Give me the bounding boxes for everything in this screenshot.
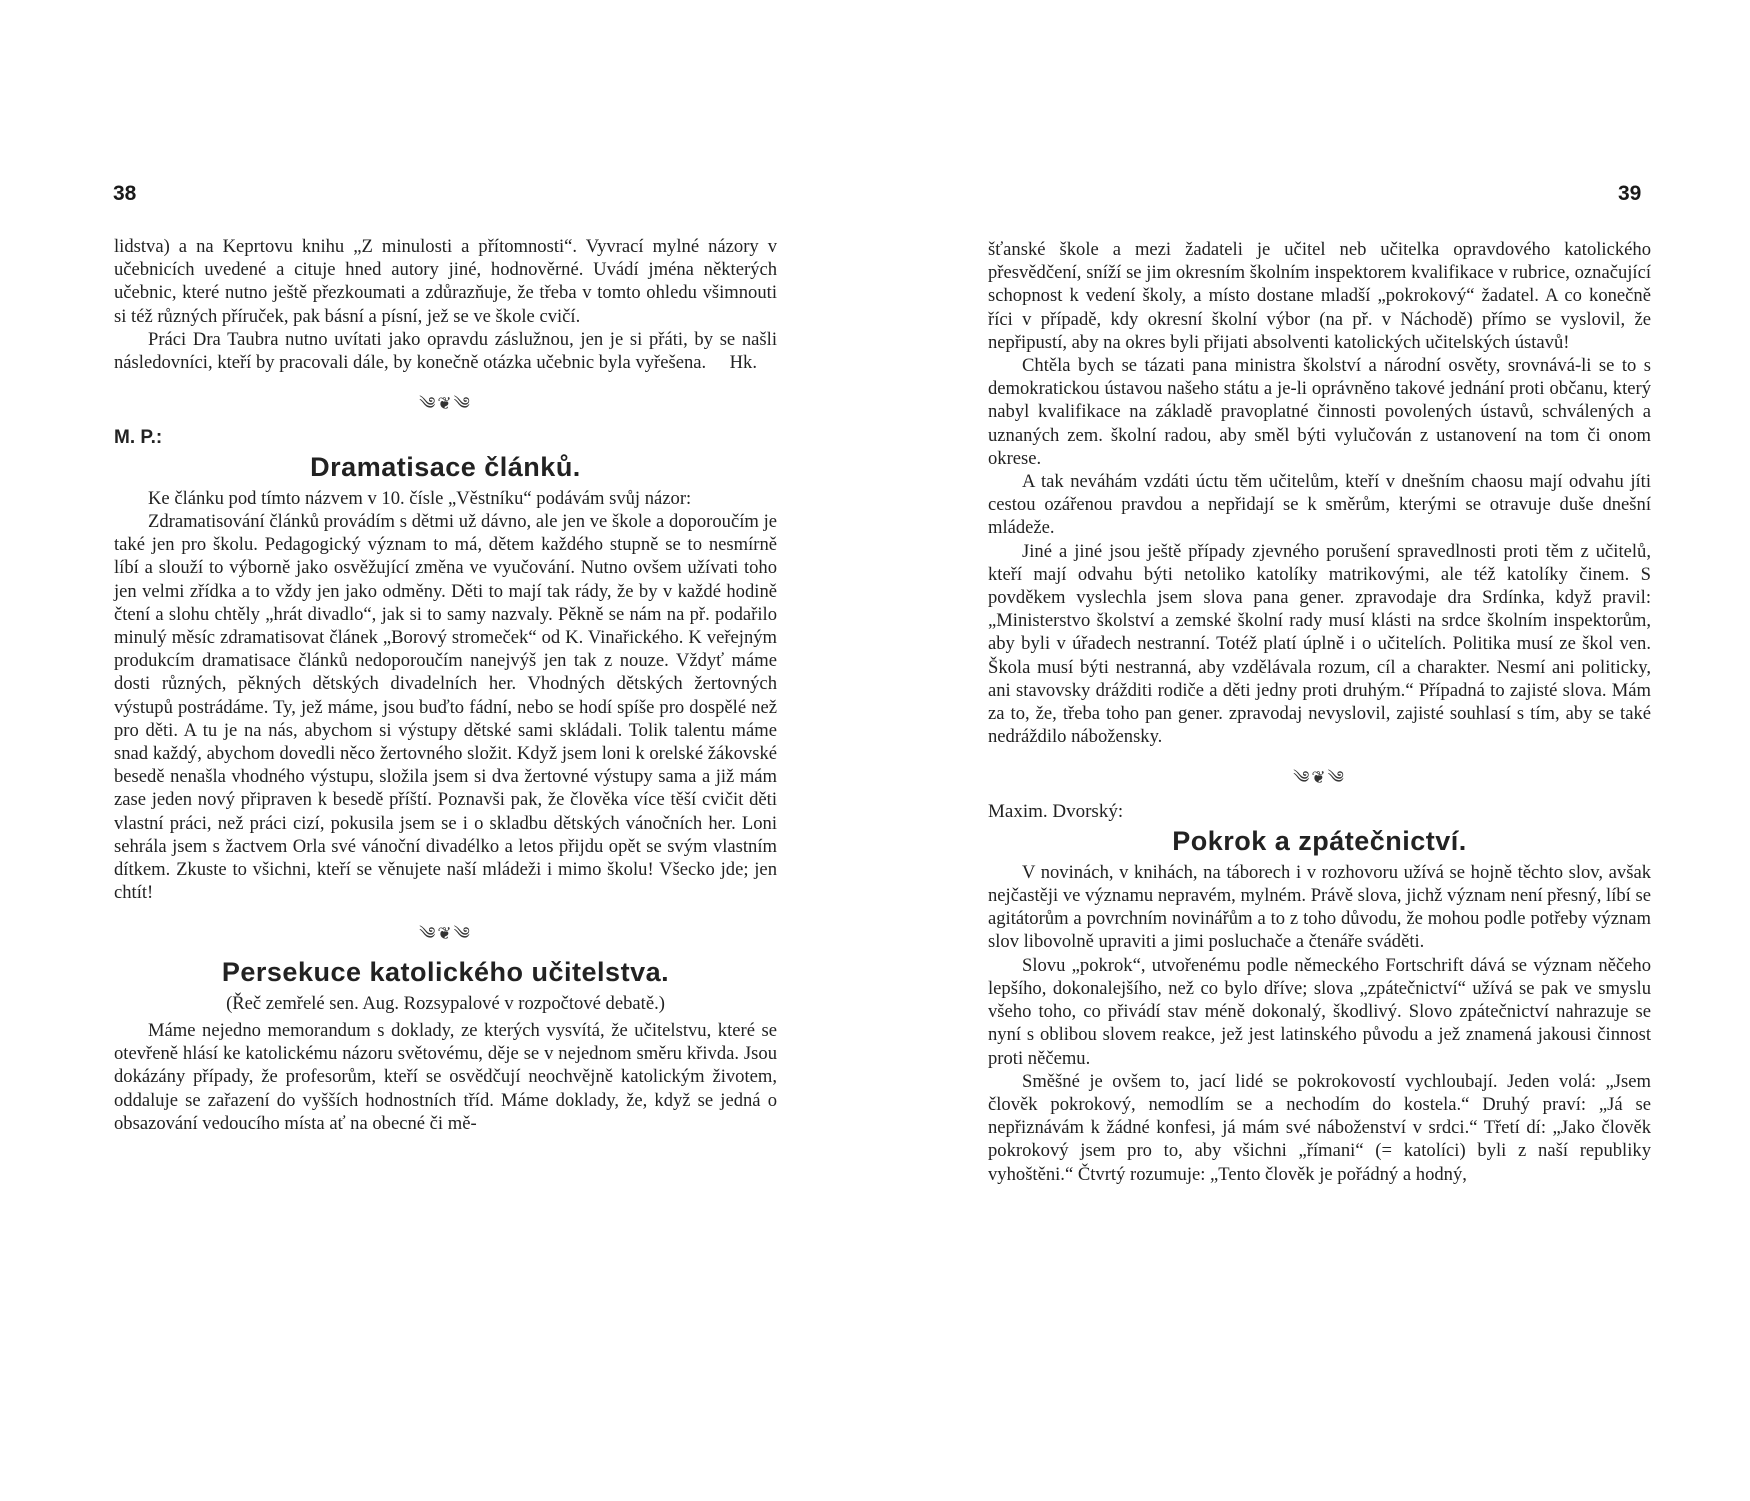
ornament-divider: ༄❦༄ — [1293, 768, 1346, 788]
right-paragraph: Jiné a jiné jsou ještě případy zjevného porušení spravedlnosti proti těm z učitelů, kteří mají odvahu býti netoliko katolíky matrikovými, ale též katolíky činem. S povděkem vyslechla jsem slova pana gener. zpravodaje dra Srdínka, když pravil: „Ministerstvo školství a zemské školní rady musí klásti na srdce školním inspektorům, aby byli v úřadech nestranní. Totéž platí úplně i o učitelích. Politika musí ze škol ven. Škola musí býti nestranná, aby vzdělávala rozum, cíl a charakter. Nesmí ani politicky, ani stavovsky drážditi rodiče a děti jedny proti druhým.“ Případná to zajisté slova. Mám za to, že, třeba toho pan gener. zpravodaj nevyslovil, zajisté souhlasí s tím, aby se také nedráždilo nábožensky. — [988, 540, 1651, 748]
left-intro-paragraph-2: Práci Dra Taubra nutno uvítati jako opravdu záslužnou, jen je si přáti, by se našli následovníci, kteří by pracovali dále, by konečně otázka učebnic byla vyřešena. — [114, 328, 777, 374]
right-page — [875, 0, 1750, 1501]
article-paragraph: Ke článku pod tímto názvem v 10. čísle „Věstníku“ podávám svůj názor: — [148, 487, 692, 509]
page-number-left: 38 — [113, 182, 137, 205]
ornament-divider: ༄❦༄ — [419, 394, 472, 414]
left-text-column — [114, 235, 777, 1135]
intro-signature: Hk. — [729, 352, 757, 374]
article-title-pokrok: Pokrok a zpátečnictví. — [1172, 825, 1467, 856]
article-author-mp: M. P.: — [114, 426, 163, 448]
article-paragraph: Máme nejedno memorandum s doklady, ze kterých vysvítá, že učitelstvu, které se otevřeně hlásí ke katolickému názoru světovému, děje se v nejednom směru křivda. Jsou dokázány případy, že profesorům, kteří se osvědčují neochvějně katolickým životem, oddaluje se zařazení do vyšších hodnostních tříd. Máme doklady, že, když se jedná o obsazování vedoucího místa ať na obecné či mě- — [114, 1019, 777, 1134]
article-title-persekuce: Persekuce katolického učitelstva. — [221, 956, 670, 987]
article-title-dramatisace: Dramatisace článků. — [310, 451, 581, 482]
article-paragraph: Směšné je ovšem to, jací lidé se pokrokovostí vychloubají. Jeden volá: „Jsem člověk pokrokový, nemodlím se a nechodím do kostela.“ Druhý praví: „Já se nepřiznávám k žádné konfesi, já mám své náboženství v srdci.“ Třetí dí: „Jako člověk pokrokový jsem pro to, aby všichni „římani“ (= katolíci) byli z naší republiky vyhoštěni.“ Čtvrtý rozumuje: „Tento člověk je pořádný a hodný, — [988, 1070, 1651, 1185]
article-subtitle: (Řeč zemřelé sen. Aug. Rozsypalové v rozpočtové debatě.) — [226, 992, 665, 1014]
right-paragraph: šťanské škole a mezi žadateli je učitel neb učitelka opravdového katolického přesvědčení, sníží se jim okresním školním inspektorem kvalifikace v rubrice, označující schopnost k vedení školy, a místo dostane mladší „pokrokový“ žadatel. A co konečně říci v případě, kdy okresní školní výbor (na př. v Náchodě) přímo se vyslovil, že nepřipustí, aby na okres byli přijati absolventi katolických učitelských ústavů! — [988, 239, 1651, 353]
article-paragraph: Slovu „pokrok“, utvořenému podle německého Fortschrift dává se význam něčeho lepšího, dokonalejšího, než co bylo dříve; slova „zpátečnictví“ užívá se pak ve smyslu všeho toho, co přivádí stav méně dokonalý, škodlivý. Slovo zpátečnictví nahrazuje se nyní s oblibou slovem reakce, jež jest latinského původu a jež znamená jakousi činnost proti něčemu. — [988, 954, 1651, 1069]
article-author-dvorsky: Maxim. Dvorský: — [988, 800, 1124, 822]
ornament-divider: ༄❦༄ — [419, 924, 472, 944]
article-paragraph: V novinách, v knihách, na táborech i v rozhovoru užívá se hojně těchto slov, avšak nejčastěji ve významu nepravém, mylném. Právě slova, jichž význam není přesný, líbí se agitátorům a povrchním novinářům a to z toho důvodu, že mohou podle potřeby význam slov libovolně upraviti a jimi posluchače a čtenáře sváděti. — [988, 861, 1651, 953]
left-intro-paragraph-1: lidstva) a na Keprtovu knihu „Z minulosti a přítomnosti“. Vyvrací mylné názory v učebnicích uvedené a cituje hned autory jiné, hodnověrné. Uvádí jména některých učebnic, které nutno ještě přezkoumati a zdůrazňuje, že třeba v tomto ohledu všimnouti si též různých příruček, pak básní a písní, jež se ve škole cvičí. — [114, 236, 777, 327]
right-paragraph: Chtěla bych se tázati pana ministra školství a národní osvěty, srovnává-li se to s demokratickou ústavou našeho státu a je-li oprávněno takové jednání proti občanu, který nabyl kvalifikace na základě pravoplatné činnosti povolených ústavů, schválených a uznaných zem. školní radou, aby směl býti vylučován z ustanovení na tom či onom okrese. — [988, 355, 1651, 469]
right-text-column — [988, 238, 1651, 1186]
page-number-right: 39 — [1618, 182, 1642, 205]
article-paragraph: Zdramatisování článků provádím s dětmi už dávno, ale jen ve škole a doporoučím je také jen pro školu. Pedagogický význam to má, dětem každého stupně se to nesmírně líbí a slouží to výborně jako osvěžující změna ve vyučování. Nutno ovšem užívati toho jen velmi zřídka a to vždy jen jako odměny. Děti to mají tak rády, že by v každé hodině čtení a slohu chtěly „hrát divadlo“, jak si to samy nazvaly. Pěkně se nám na př. podařilo minulý měsíc zdramatisovat článek „Borový stromeček“ od K. Vinařického. K veřejným produkcím dramatisace článků nedoporoučím nanejvýš jen tak z nouze. Vždyť máme dosti různých, pěkných dětských divadelních her. Vhodných dětských žertovných výstupů postrádáme. Ty, jež máme, jsou buďto fádní, nebo se hodí spíše pro dospělé než pro děti. A tu je na nás, abychom si výstupy dětské sami skládali. Tolik talentu máme snad každý, abychom dovedli něco žertovného složit. Když jsem loni k orelské žákovské besedě nenašla vhodného výstupu, složila jsem si dva žertovné výstupy sama a již mám zase jeden nový připraven k besedě příští. Poznavši pak, že člověka více těší cvičit děti vlastní práci, než práci cizí, pokusila jsem se i o skladbu dětských vánočních her. Loni sehrála jsem s žactvem Orla své vánoční divadélko a letos přijdu opět se svým vlastním dítkem. Zkuste to všichni, kteří se věnujete naší mládeži i mimo školu! Všecko jde; jen chtít! — [114, 511, 777, 904]
right-paragraph: A tak neváhám vzdáti úctu těm učitelům, kteří v dnešním chaosu mají odvahu jíti cestou ozářenou pravdou a nepřidají se k směrům, kterými se otravuje duše dnešní mládeže. — [988, 471, 1651, 539]
